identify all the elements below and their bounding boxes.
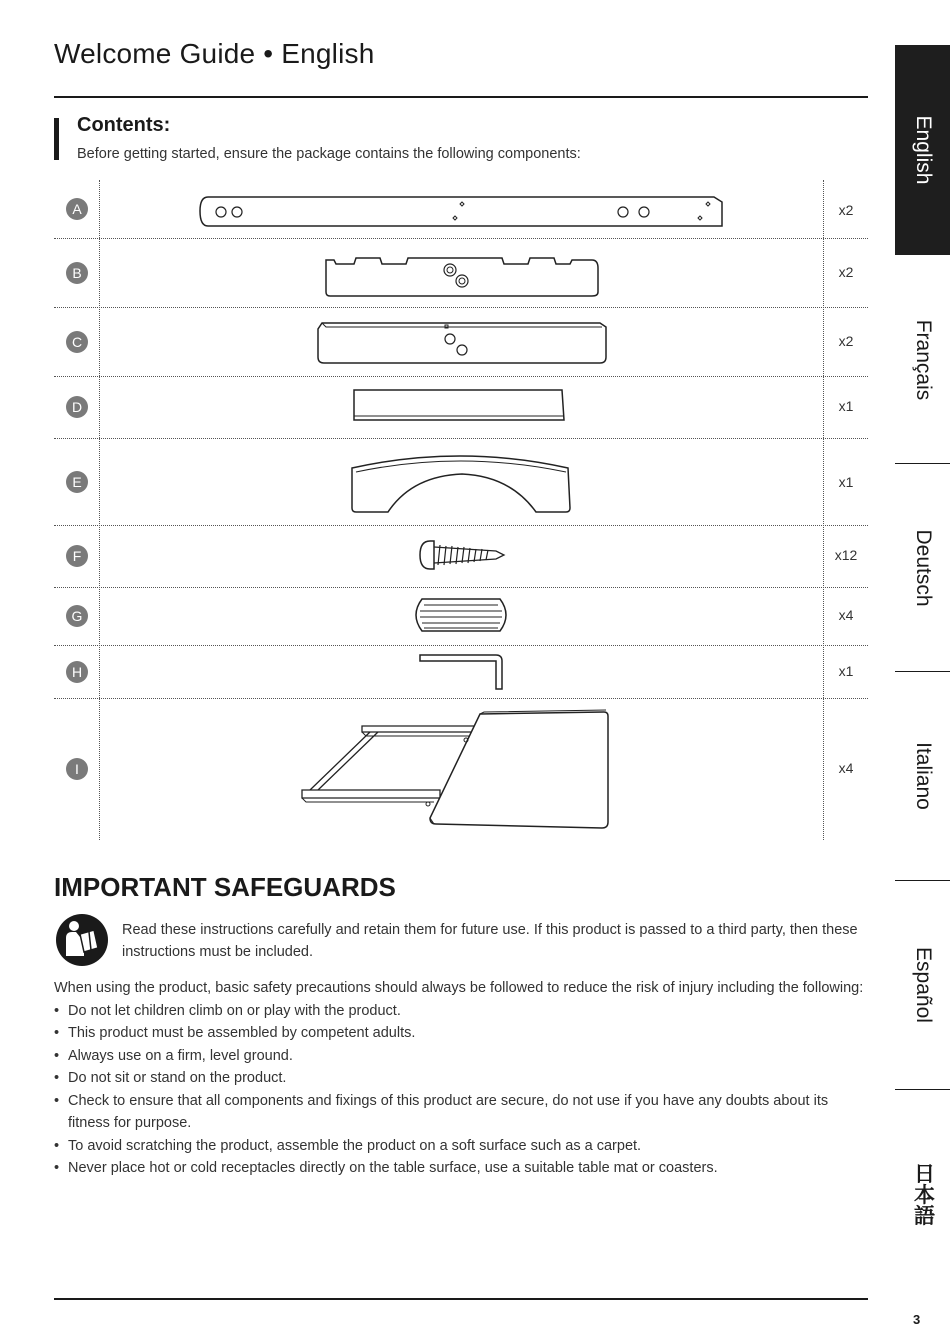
footer-divider: [54, 1298, 868, 1300]
part-letter-g: G: [66, 605, 88, 627]
part-qty-i: x4: [838, 760, 854, 776]
safeguard-item: • This product must be assembled by competent adults.: [54, 1022, 868, 1045]
part-letter-b: B: [66, 262, 88, 284]
part-letter-e: E: [66, 471, 88, 493]
page-number: 3: [913, 1312, 921, 1327]
part-qty-a: x2: [838, 202, 854, 218]
part-image-notched-apron: [100, 246, 822, 298]
part-image-allen-key: [100, 651, 822, 693]
part-row-c: [54, 307, 868, 377]
part-image-curved-apron: [100, 452, 822, 516]
tab-english[interactable]: [895, 45, 950, 255]
tab-deutsch[interactable]: [895, 463, 950, 673]
part-letter-f: F: [66, 545, 88, 567]
tab-italiano[interactable]: [895, 671, 950, 881]
part-image-screw: [100, 537, 822, 573]
part-qty-c: x2: [838, 333, 854, 349]
part-letter-i: I: [66, 758, 88, 780]
part-letter-d: D: [66, 396, 88, 418]
tab-japanese[interactable]: [895, 1089, 950, 1299]
read-manual-icon: [54, 912, 110, 973]
tab-divider: [895, 880, 950, 881]
safeguard-item: • To avoid scratching the product, assemble the product on a soft surface such as a carpet.: [54, 1135, 868, 1158]
tab-divider: [895, 463, 950, 464]
safeguard-item: • Never place hot or cold receptacles directly on the table surface, use a suitable table mat or coasters.: [54, 1157, 868, 1180]
safeguard-item: • Always use on a firm, level ground.: [54, 1045, 868, 1068]
tab-divider: [895, 671, 950, 672]
part-qty-d: x1: [838, 398, 854, 414]
part-row-i: [54, 698, 868, 840]
part-qty-f: x12: [834, 547, 858, 563]
part-row-g: [54, 587, 868, 646]
part-row-e: [54, 438, 868, 526]
part-row-h: [54, 645, 868, 699]
part-row-a: [54, 180, 868, 239]
part-image-dowel: [100, 593, 822, 637]
tab-label: Français: [911, 319, 935, 401]
tab-label: 日本語: [911, 1162, 935, 1226]
safeguards-intro: Read these instructions carefully and retain them for future use. If this product is passed to a third party, then these instructions must be included.: [122, 922, 858, 960]
safeguards-lead: When using the product, basic safety precautions should always be followed to reduce the risk of injury including the following:: [54, 980, 864, 996]
part-row-b: [54, 238, 868, 308]
tab-espanol[interactable]: [895, 880, 950, 1090]
safeguard-item: • Check to ensure that all components and fixings of this product are secure, do not use if you have any doubts about its fitness for purpose.: [54, 1090, 868, 1135]
part-letter-h: H: [66, 661, 88, 683]
tab-label: Italiano: [911, 742, 935, 810]
part-image-short-apron: [100, 317, 822, 367]
part-image-long-rail: [100, 188, 822, 230]
part-qty-h: x1: [838, 663, 854, 679]
safeguards-body: [54, 977, 868, 1180]
tab-label: Español: [911, 947, 935, 1023]
part-row-f: [54, 525, 868, 588]
part-letter-a: A: [66, 198, 88, 220]
part-qty-g: x4: [838, 607, 854, 623]
part-qty-b: x2: [838, 264, 854, 280]
tab-divider: [895, 1089, 950, 1090]
safeguard-item: • Do not let children climb on or play with the product.: [54, 1000, 868, 1023]
contents-heading: Contents:: [77, 114, 171, 136]
part-qty-e: x1: [838, 474, 854, 490]
contents-accent-bar: [54, 118, 59, 160]
tab-francais[interactable]: [895, 255, 950, 465]
part-row-d: [54, 376, 868, 439]
parts-table: [54, 180, 868, 840]
title-divider: [54, 96, 868, 98]
page-title: Welcome Guide • English: [54, 38, 375, 69]
part-image-cross-bar: [100, 388, 822, 424]
safeguard-item: • Do not sit or stand on the product.: [54, 1067, 868, 1090]
safeguards-list: [54, 1000, 868, 1180]
part-image-extension-leaf: [100, 708, 822, 834]
tab-label: Deutsch: [911, 529, 935, 607]
tab-label: English: [911, 115, 935, 185]
contents-subtitle: Before getting started, ensure the package contains the following components:: [77, 146, 581, 162]
safeguards-heading: IMPORTANT SAFEGUARDS: [54, 872, 396, 902]
part-letter-c: C: [66, 331, 88, 353]
